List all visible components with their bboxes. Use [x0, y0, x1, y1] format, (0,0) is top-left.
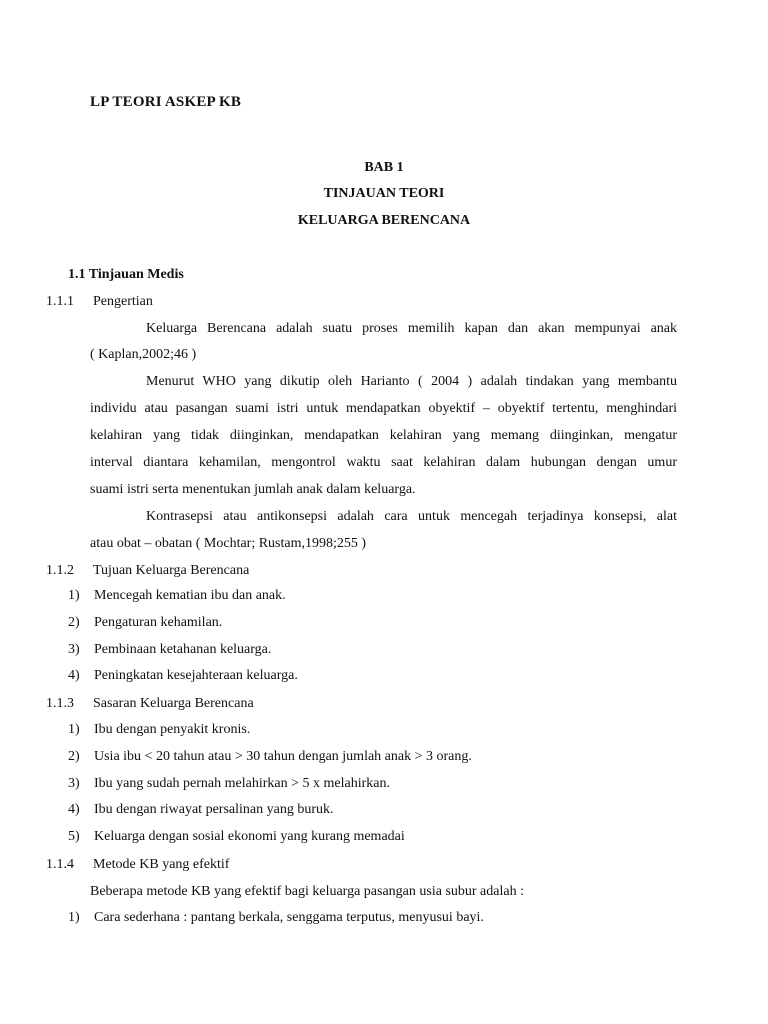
list-number: 1) — [68, 722, 80, 737]
subsection-number: 1.1.2 — [46, 563, 74, 578]
list-number: 5) — [68, 829, 80, 844]
subsection-number: 1.1.1 — [46, 294, 74, 309]
list-number: 2) — [68, 615, 80, 630]
list-item: Ibu yang sudah pernah melahirkan > 5 x melahirkan. — [94, 776, 390, 791]
paragraph-line: individu atau pasangan suami istri untuk mendapatkan obyektif – obyektif tertentu, menghindari — [90, 401, 677, 416]
paragraph-line: kelahiran yang tidak diinginkan, mendapatkan kelahiran yang memang diinginkan, mengatur — [90, 428, 677, 443]
list-number: 2) — [68, 749, 80, 764]
paragraph-line: Beberapa metode KB yang efektif bagi keluarga pasangan usia subur adalah : — [90, 884, 524, 899]
paragraph-line: ( Kaplan,2002;46 ) — [90, 347, 197, 362]
subsection-title: Tujuan Keluarga Berencana — [93, 563, 250, 578]
section-heading: 1.1 Tinjauan Medis — [68, 267, 184, 282]
chapter-title-line-1: TINJAUAN TEORI — [323, 186, 445, 201]
paragraph-line: Kontrasepsi atau antikonsepsi adalah cara untuk mencegah terjadinya konsepsi, alat — [146, 509, 677, 524]
list-number: 4) — [68, 802, 80, 817]
subsection-number: 1.1.4 — [46, 857, 74, 872]
list-number: 4) — [68, 668, 80, 683]
subsection-heading-1-1-4 — [46, 856, 229, 874]
list-item: Peningkatan kesejahteraan keluarga. — [94, 668, 298, 683]
list-item: Ibu dengan penyakit kronis. — [94, 722, 251, 737]
subsection-title: Metode KB yang efektif — [93, 857, 230, 872]
chapter-title-line-2: KELUARGA BERENCANA — [297, 213, 471, 228]
subsection-title: Sasaran Keluarga Berencana — [93, 696, 254, 711]
subsection-title: Pengertian — [93, 294, 153, 309]
paragraph-line: suami istri serta menentukan jumlah anak dalam keluarga. — [90, 482, 416, 497]
subsection-heading-1-1-1 — [46, 293, 153, 311]
subsection-heading-1-1-3 — [46, 695, 254, 713]
list-item: Cara sederhana : pantang berkala, senggama terputus, menyusui bayi. — [94, 910, 484, 925]
list-number: 1) — [68, 910, 80, 925]
list-number: 3) — [68, 776, 80, 791]
subsection-heading-1-1-2 — [46, 562, 249, 580]
list-number: 3) — [68, 642, 80, 657]
paragraph-line: interval diantara kehamilan, mengontrol waktu saat kelahiran dalam hubungan dengan umur — [90, 455, 677, 470]
list-item: Ibu dengan riwayat persalinan yang buruk. — [94, 802, 334, 817]
paragraph-line: atau obat – obatan ( Mochtar; Rustam,1998;255 ) — [90, 536, 367, 551]
paragraph-line: Keluarga Berencana adalah suatu proses memilih kapan dan akan mempunyai anak — [146, 321, 677, 336]
list-item: Pembinaan ketahanan keluarga. — [94, 642, 272, 657]
chapter-number: BAB 1 — [364, 160, 404, 175]
document-title: LP TEORI ASKEP KB — [90, 94, 242, 110]
list-number: 1) — [68, 588, 80, 603]
list-item: Usia ibu < 20 tahun atau > 30 tahun dengan jumlah anak > 3 orang. — [94, 749, 472, 764]
list-item: Pengaturan kehamilan. — [94, 615, 223, 630]
list-item: Mencegah kematian ibu dan anak. — [94, 588, 286, 603]
paragraph-line: Menurut WHO yang dikutip oleh Harianto ( 2004 ) adalah tindakan yang membantu — [146, 374, 677, 389]
subsection-number: 1.1.3 — [46, 696, 74, 711]
list-item: Keluarga dengan sosial ekonomi yang kurang memadai — [94, 829, 405, 844]
